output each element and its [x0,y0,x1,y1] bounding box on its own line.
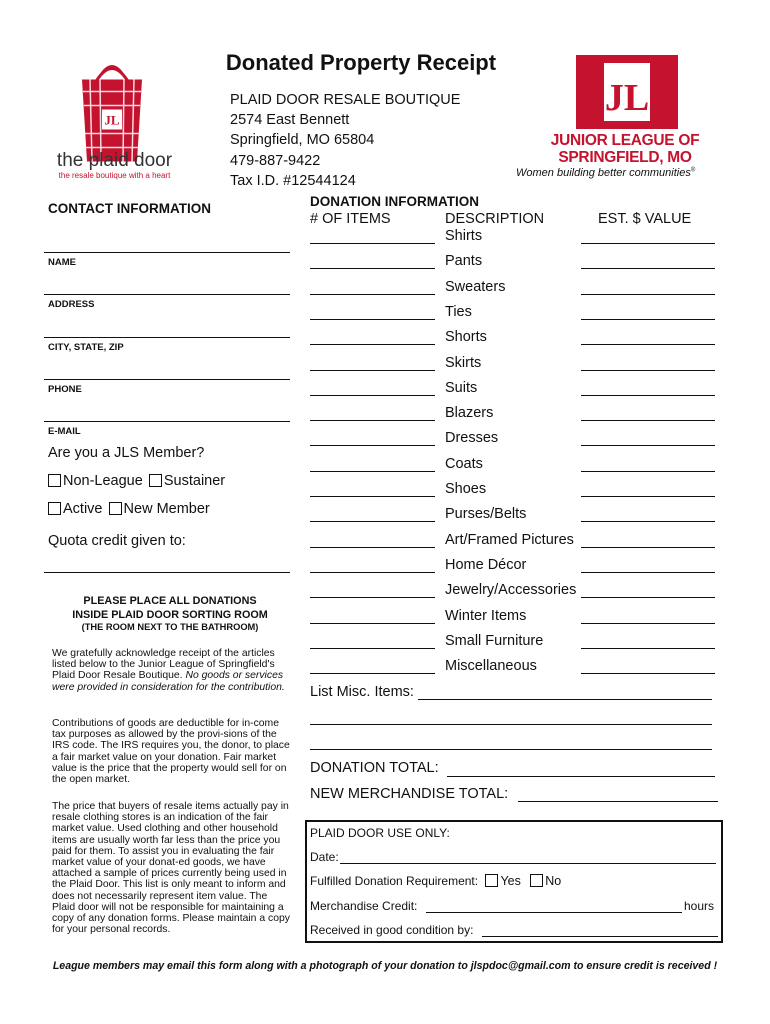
item-count-field[interactable] [310,572,435,573]
merchandise-total-line[interactable] [518,801,718,802]
donation-item-label: Pants [445,253,483,269]
non-league-label: Non-League [63,473,143,489]
value-column-header: EST. $ VALUE [598,211,692,227]
received-by-field[interactable] [482,936,718,937]
item-count-field[interactable] [310,243,435,244]
office-date-line[interactable] [340,863,716,864]
acknowledgement-italic-text: No goods or services were provided in consideration for the contribution. [52,670,285,693]
item-value-field[interactable] [581,547,715,548]
jl-name-line2: SPRINGFIELD, MO [558,149,692,166]
page-title: Donated Property Receipt [225,50,497,75]
misc-items-field[interactable] [310,684,414,700]
received-by-label: Received in good condition by: [310,923,474,937]
item-count-field[interactable] [310,471,435,472]
office-date-label: Date: [310,850,339,864]
item-value-field[interactable] [581,572,715,573]
item-value-field[interactable] [581,370,715,371]
fulfilled-yes-checkbox[interactable] [485,874,498,887]
donation-item-label: Art/Framed Pictures [445,532,574,548]
address-label: ADDRESS [48,299,95,310]
store-name: PLAID DOOR RESALE BOUTIQUE [230,92,461,108]
item-count-field[interactable] [310,445,435,446]
item-count-field[interactable] [310,597,435,598]
fulfilled-label: Fulfilled Donation Requirement: [310,874,479,888]
bag-monogram: JL [104,112,120,128]
sustainer-label: Sustainer [163,473,226,489]
item-count-field[interactable] [310,521,435,522]
name-label: NAME [48,257,76,268]
store-address [230,90,460,191]
item-value-field[interactable] [581,344,715,345]
item-value-field[interactable] [581,445,715,446]
fulfilled-no-checkbox[interactable] [530,874,543,887]
quota-field[interactable] [44,572,290,573]
address-field[interactable] [44,294,290,295]
donation-item-label: Shirts [445,228,483,244]
membership-row-1 [48,473,225,489]
item-count-field[interactable] [310,673,435,674]
store-tax-id: Tax I.D. #12544124 [230,172,356,189]
instructions-heading-line1: PLEASE PLACE ALL DONATIONS [83,595,257,607]
donation-item-label: Coats [445,456,483,472]
jl-name-line1: JUNIOR LEAGUE OF [550,132,700,149]
acknowledgement-text: We gratefully acknowledge receipt of the articles listed below to the Junior League of Springfield's Plaid Door Resale Boutique. [52,648,275,682]
jl-monogram-icon [576,55,678,129]
donation-total-field[interactable] [310,760,439,776]
item-value-field[interactable] [581,471,715,472]
item-value-field[interactable] [581,648,715,649]
email-instruction-footer: League members may email this form along with a photograph of your donation to jlspdoc@gmail.com to ensure credit is received ! [52,960,718,972]
donation-item-label: Blazers [445,405,494,421]
membership-row-2 [48,501,210,517]
item-value-field[interactable] [581,395,715,396]
donation-item-label: Shorts [445,329,487,345]
junior-league-tagline [516,167,695,179]
phone-field[interactable] [44,379,290,380]
fulfilled-yes-label: Yes [500,874,521,888]
donation-heading: DONATION INFORMATION [310,194,479,209]
sustainer-checkbox[interactable] [149,474,162,487]
donation-item-label: Skirts [445,355,482,371]
credit-hours-label: hours [684,899,715,913]
donation-item-label: Small Furniture [445,633,544,649]
item-value-field[interactable] [581,521,715,522]
item-value-field[interactable] [581,623,715,624]
donation-item-label: Jewelry/Accessories [445,582,577,598]
store-city: Springfield, MO 65804 [230,132,375,149]
junior-league-name [520,132,730,166]
item-count-field[interactable] [310,344,435,345]
fair-value-paragraph: The price that buyers of resale items actually pay in resale clothing stores is an indication of the fair market value. Used clothing and other household items are usually worth far less than the price you paid for them. To assist you in evaluating the fair market value of your donat-ed goods, we have attached a sample of prices currently being used in the Plaid Door. This list is only meant to inform and does not necessarily represent item value. The Plaid door will not be responsible for maintaining a copy of any donation forms. Please maintain a copy for your personal records. [52,801,290,936]
junior-league-logo [576,55,678,129]
item-count-field[interactable] [310,623,435,624]
item-value-field[interactable] [581,319,715,320]
donation-item-label: Dresses [445,430,499,446]
item-value-field[interactable] [581,420,715,421]
plaid-door-tagline: the resale boutique with a heart [58,171,171,180]
donation-item-label: Home Décor [445,557,527,573]
city-state-zip-field[interactable] [44,337,290,338]
misc-items-label: List Misc. Items: [310,684,414,700]
item-count-field[interactable] [310,294,435,295]
merchandise-credit-label: Merchandise Credit: [310,899,418,913]
email-field[interactable] [44,421,290,422]
item-value-field[interactable] [581,597,715,598]
merchandise-total-label: NEW MERCHANDISE TOTAL: [310,786,509,802]
jl-monogram: JL [604,77,650,119]
donation-item-label: Shoes [445,481,487,497]
donation-item-label: Miscellaneous [445,658,537,674]
donation-item-label: Sweaters [445,279,506,295]
jl-tagline-text: Women building better communities [516,167,691,179]
misc-items-line[interactable] [310,724,712,725]
instructions-heading [40,594,300,622]
item-count-field[interactable] [310,319,435,320]
store-street: 2574 East Bennett [230,112,350,129]
misc-items-line[interactable] [310,749,712,750]
fulfilled-row [310,874,561,888]
city-state-zip-label: CITY, STATE, ZIP [48,342,124,353]
item-value-field[interactable] [581,268,715,269]
donation-item-label: Purses/Belts [445,506,527,522]
non-league-checkbox[interactable] [48,474,61,487]
jl-registered-mark: ® [690,167,696,174]
merchandise-credit-field[interactable] [426,912,682,913]
item-count-field[interactable] [310,496,435,497]
misc-items-line[interactable] [418,699,712,700]
item-count-field[interactable] [310,648,435,649]
item-count-field[interactable] [310,370,435,371]
deduction-paragraph: Contributions of goods are deductible for in-come tax purposes as allowed by the provi-sions of the IRS code. The IRS requires you, the donor, to place a fair market value on your donation. Fair market value is the price that the property would sell for on the open market. [52,718,290,786]
office-use-heading: PLAID DOOR USE ONLY: [310,826,450,840]
donation-item-label: Ties [445,304,472,320]
donation-item-label: Suits [445,380,478,396]
item-value-field[interactable] [581,496,715,497]
name-field[interactable] [44,252,290,253]
active-label: Active [63,501,103,517]
active-checkbox[interactable] [48,502,61,515]
item-count-field[interactable] [310,547,435,548]
donation-item-label: Winter Items [445,608,527,624]
item-count-field[interactable] [310,420,435,421]
item-count-field[interactable] [310,268,435,269]
membership-question: Are you a JLS Member? [48,445,205,461]
donation-total-line[interactable] [447,776,715,777]
merchandise-total-field[interactable] [310,786,508,802]
phone-label: PHONE [48,384,82,395]
items-column-header: # OF ITEMS [310,211,391,227]
contact-heading: CONTACT INFORMATION [48,201,211,216]
item-count-field[interactable] [310,395,435,396]
instructions-heading-line2: INSIDE PLAID DOOR SORTING ROOM [72,609,268,621]
description-column-header: DESCRIPTION [445,211,545,227]
store-phone: 479-887-9422 [230,152,321,169]
item-value-field[interactable] [581,243,715,244]
acknowledgement-paragraph [52,648,292,693]
new-member-label: New Member [123,501,210,517]
email-label: E-MAIL [48,426,81,437]
new-member-checkbox[interactable] [109,502,122,515]
item-value-field[interactable] [581,673,715,674]
office-date-field[interactable] [310,850,339,864]
item-value-field[interactable] [581,294,715,295]
quota-label: Quota credit given to: [48,533,186,549]
donation-total-label: DONATION TOTAL: [310,760,439,776]
plaid-door-name: the plaid door [56,150,173,171]
fulfilled-no-label: No [545,874,562,888]
instructions-subheading: (THE ROOM NEXT TO THE BATHROOM) [81,622,259,632]
